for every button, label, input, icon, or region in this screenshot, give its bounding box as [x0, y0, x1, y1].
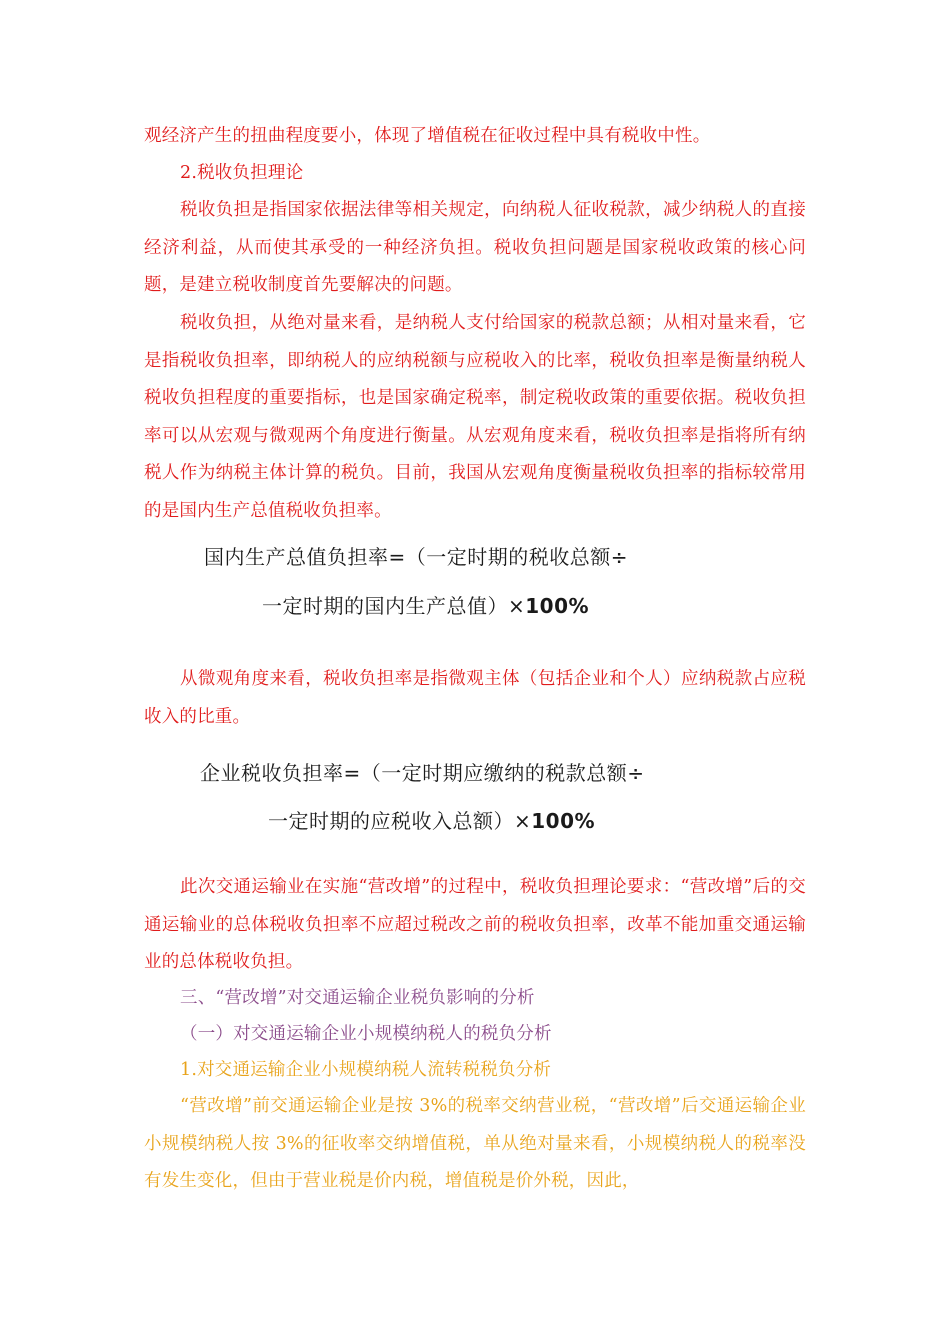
formula-enterprise-burden-percent: 100% [531, 809, 596, 833]
formula-gdp-burden-line2 [262, 590, 589, 619]
formula-gdp-burden-line1: 国内生产总值负担率=（一定时期的税收总额÷ [204, 545, 629, 569]
paragraph-reform-requirement: 此次交通运输业在实施“营改增”的过程中，税收负担理论要求：“营改增”后的交通运输业的总体税收负担率不应超过税改之前的税收负担率，改革不能加重交通运输业的总体税收负担。 [144, 877, 806, 972]
paragraph-tax-burden-definition: 税收负担是指国家依据法律等相关规定，向纳税人征收税款，减少纳税人的直接经济利益，从而使其承受的一种经济负担。税收负担问题是国家税收政策的核心问题，是建立税收制度首先要解决的问题。 [144, 200, 806, 295]
paragraph-micro-perspective: 从微观角度来看，税收负担率是指微观主体（包括企业和个人）应纳税款占应税收入的比重。 [144, 669, 806, 727]
formula-enterprise-burden-line1: 企业税收负担率=（一定时期应缴纳的税款总额÷ [200, 761, 645, 785]
subsection-heading-small-scale: （一）对交通运输企业小规模纳税人的税负分析 [180, 1024, 552, 1044]
formula-gdp-burden-percent: 100% [525, 594, 590, 618]
paragraph-tax-burden-rate: 税收负担，从绝对量来看，是纳税人支付给国家的税款总额；从相对量来看，它是指税收负担率，即纳税人的应纳税额与应税收入的比率，税收负担率是衡量纳税人税收负担程度的重要指标，也是国家确定税率，制定税收政策的重要依据。税收负担率可以从宏观与微观两个角度进行衡量。从宏观角度来看，税收负担率是指将所有纳税人作为纳税主体计算的税负。目前，我国从宏观角度衡量税收负担率的指标较常用的是国内生产总值税收负担率。 [144, 313, 806, 521]
paragraph-small-scale-analysis: “营改增”前交通运输企业是按 3%的税率交纳营业税，“营改增”后交通运输企业小规模纳税人按 3%的征收率交纳增值税，单从绝对量来看，小规模纳税人的税率没有发生变化，但由于营业税是价内税，增值税是价外税，因此， [144, 1096, 806, 1191]
paragraph-neutrality: 观经济产生的扭曲程度要小，体现了增值税在征收过程中具有税收中性。 [144, 126, 711, 146]
formula-enterprise-burden-line2 [268, 805, 595, 834]
subsection-heading-turnover-tax: 1.对交通运输企业小规模纳税人流转税税负分析 [180, 1060, 552, 1080]
formula-enterprise-burden-line2-text: 一定时期的应税收入总额）× [268, 809, 532, 833]
section-heading-analysis: 三、“营改增”对交通运输企业税负影响的分析 [180, 988, 535, 1008]
section-heading-tax-burden-theory: 2.税收负担理论 [180, 163, 304, 183]
formula-gdp-burden-line2-text: 一定时期的国内生产总值）× [262, 594, 526, 618]
